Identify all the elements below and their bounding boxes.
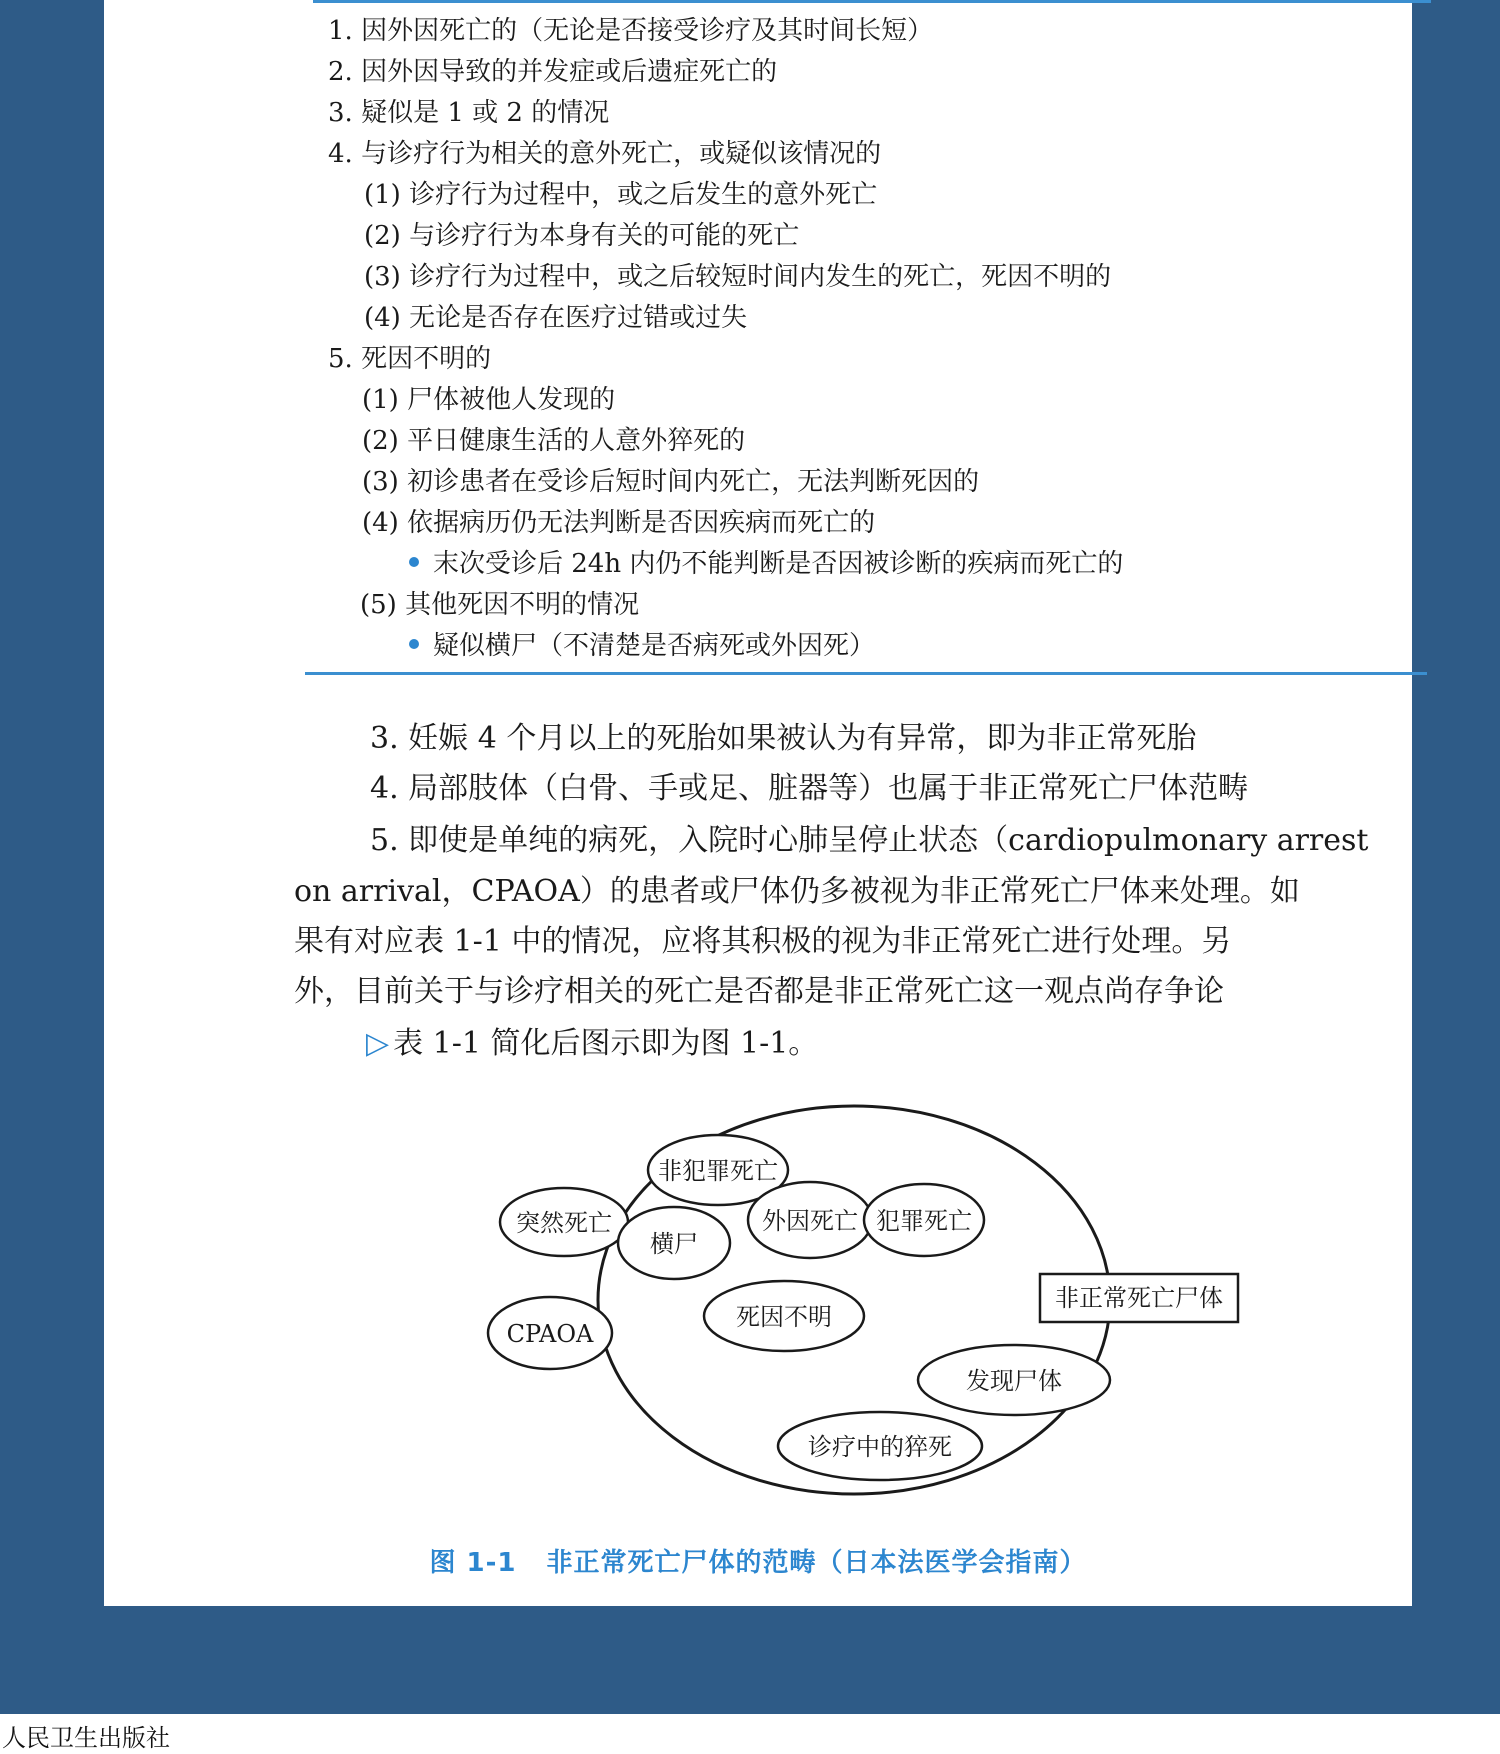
table-subitem-4-4: (4) 无论是否存在医疗过错或过失 (364, 303, 748, 333)
table-bullet-5-4: 末次受诊后 24h 内仍不能判断是否因被诊断的疾病而死亡的 (409, 547, 1123, 581)
label-unknown-cause: 死因不明 (736, 1303, 832, 1331)
table-item-3: 3. 疑似是 1 或 2 的情况 (328, 98, 610, 128)
table-item-5: 5. 死因不明的 (328, 344, 492, 374)
document-page (104, 0, 1412, 1606)
label-sudden-death-during-treatment: 诊疗中的猝死 (808, 1433, 952, 1461)
publisher-footer: 人民卫生出版社 (2, 1724, 170, 1752)
figure-caption-text: 非正常死亡尸体的范畴（日本法医学会指南） (546, 1548, 1087, 1578)
paragraph-4: 4. 局部肢体（白骨、手或足、脏器等）也属于非正常死亡尸体范畴 (370, 771, 1249, 806)
table-bottom-rule (305, 672, 1427, 675)
paragraph-5-line-4: 外，目前关于与诊疗相关的死亡是否都是非正常死亡这一观点尚存争论 (294, 974, 1224, 1009)
table-subitem-5-1: (1) 尸体被他人发现的 (362, 385, 616, 415)
triangle-marker-icon: ▷ (366, 1026, 390, 1061)
table-bullet-5-5: 疑似横尸（不清楚是否病死或外因死） (409, 629, 875, 663)
table-subitem-4-1: (1) 诊疗行为过程中，或之后发生的意外死亡 (364, 180, 878, 210)
table-subitem-5-5: (5) 其他死因不明的情况 (360, 590, 640, 620)
paragraph-5-line-3: 果有对应表 1-1 中的情况，应将其积极的视为非正常死亡进行处理。另 (294, 924, 1232, 959)
label-criminal-death: 犯罪死亡 (876, 1207, 972, 1235)
table-subitem-4-3: (3) 诊疗行为过程中，或之后较短时间内发生的死亡，死因不明的 (364, 262, 1112, 292)
table-subitem-4-2: (2) 与诊疗行为本身有关的可能的死亡 (364, 221, 800, 251)
table-item-1: 1. 因外因死亡的（无论是否接受诊疗及其时间长短） (328, 16, 934, 46)
table-subitem-5-3: (3) 初诊患者在受诊后短时间内死亡，无法判断死因的 (362, 467, 980, 497)
figure-diagram (464, 1100, 1264, 1520)
paragraph-3: 3. 妊娠 4 个月以上的死胎如果被认为有异常，即为非正常死胎 (370, 721, 1197, 756)
bullet-dot-icon (409, 557, 419, 567)
figure-caption (104, 1542, 1412, 1579)
table-subitem-5-2: (2) 平日健康生活的人意外猝死的 (362, 426, 746, 456)
table-subitem-5-4: (4) 依据病历仍无法判断是否因疾病而死亡的 (362, 508, 876, 538)
outer-label: 非正常死亡尸体 (1055, 1284, 1223, 1312)
label-cpaoa: CPAOA (506, 1320, 594, 1348)
table-item-2: 2. 因外因导致的并发症或后遗症死亡的 (328, 57, 778, 87)
bullet-dot-icon (409, 639, 419, 649)
label-vagrant-corpse: 横尸 (650, 1230, 698, 1258)
diagram-svg (464, 1100, 1264, 1520)
table-top-rule (313, 0, 1431, 3)
paragraph-5-line-1: 5. 即使是单纯的病死，入院时心肺呈停止状态（cardiopulmonary arrest (370, 823, 1369, 858)
table-item-4: 4. 与诊疗行为相关的意外死亡，或疑似该情况的 (328, 139, 882, 169)
paragraph-5-line-2: on arrival，CPAOA）的患者或尸体仍多被视为非正常死亡尸体来处理。如 (294, 874, 1300, 909)
label-non-criminal-death: 非犯罪死亡 (658, 1157, 778, 1185)
figure-number: 图 1-1 (429, 1548, 517, 1578)
figure-reference-note: ▷ 表 1-1 简化后图示即为图 1-1。 (366, 1026, 819, 1061)
label-corpse-found: 发现尸体 (966, 1367, 1062, 1395)
label-external-cause-death: 外因死亡 (762, 1207, 858, 1235)
label-sudden-death: 突然死亡 (516, 1209, 612, 1237)
